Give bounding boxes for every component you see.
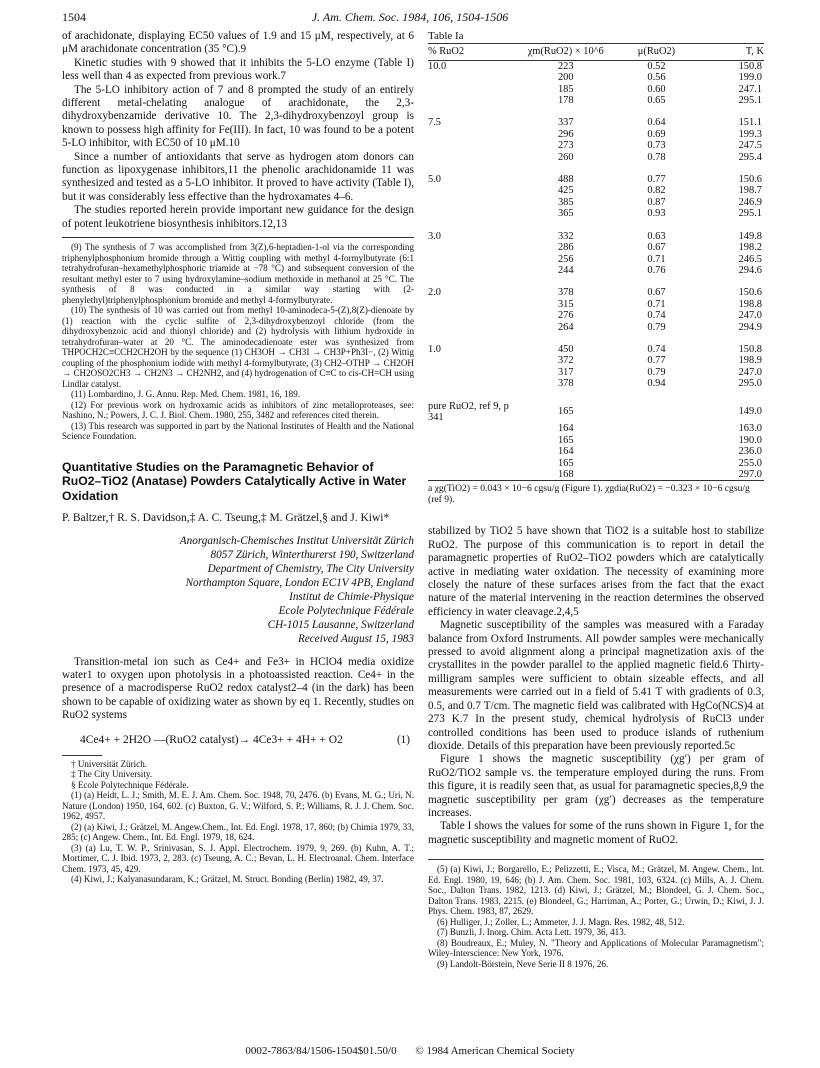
- chi-cell: 378: [557, 287, 574, 299]
- chi-cell: 165: [557, 406, 574, 418]
- chi-cell: 332: [557, 230, 574, 242]
- body-paragraph: Since a number of antioxidants that serve as hydrogen atom donors can function as lipoxygenase inhibitors,11 the phenolic arachidonamide 11 was synthesized and tested as a 5-LO inhibitor. It proved to have activity (Table I), but it was considerably less effective than the hydroxamates 4–6.: [62, 150, 414, 203]
- body-paragraph: of arachidonate, displaying EC50 values of 1.9 and 15 μM, respectively, at 6 μM arachidonate concentration (35 °C).9: [62, 30, 414, 56]
- footnote: (13) This research was supported in part by the National Institutes of Health and the National Science Foundation.: [62, 420, 414, 442]
- table-row: [428, 197, 764, 208]
- mu-cell: 0.52: [647, 60, 666, 72]
- temperature-cell: 247.0: [738, 366, 762, 378]
- notes-block: [62, 242, 414, 442]
- table-row: [428, 220, 764, 242]
- group-label-cell: 1.0: [428, 343, 441, 355]
- group-label-cell: 7.5: [428, 117, 441, 129]
- affiliations: [62, 534, 414, 646]
- mu-cell: 0.67: [647, 287, 666, 299]
- chi-cell: 200: [557, 72, 574, 84]
- chi-cell: 450: [557, 343, 574, 355]
- table-row: [428, 435, 764, 446]
- footnote: † Universität Zürich.: [71, 758, 148, 769]
- right-body: [428, 525, 764, 847]
- table-header-row: [428, 44, 764, 60]
- table-row: [428, 458, 764, 469]
- group-label-cell: 10.0: [428, 60, 447, 72]
- table-row: [428, 469, 764, 480]
- temperature-cell: 294.6: [738, 264, 762, 276]
- mu-cell: [616, 446, 697, 457]
- table-row: [428, 72, 764, 83]
- temperature-cell: 151.1: [738, 117, 762, 129]
- divider: [428, 859, 764, 860]
- reference: (2) (a) Kiwi, J.; Grätzel, M. Angew.Chem., Int. Ed. Engl. 1978, 17, 860; (b) Chimia 1979, 33, 285; (c) Angew. Chem., Int. Ed. Engl. 1979, 18, 624.: [62, 821, 414, 843]
- group-label-cell: [428, 322, 515, 333]
- chi-cell: 365: [557, 208, 574, 220]
- temperature-cell: 163.0: [738, 423, 762, 435]
- table-row: [428, 367, 764, 378]
- column-header: χm(RuO2) × 10^6: [515, 44, 616, 60]
- group-label-cell: [428, 254, 515, 265]
- footnote: ‡ The City University.: [71, 769, 153, 780]
- table-row: [428, 254, 764, 265]
- group-label-cell: [428, 355, 515, 366]
- group-label-cell: [428, 140, 515, 151]
- author-list: P. Baltzer,† R. S. Davidson,‡ A. C. Tseung,‡ M. Grätzel,§ and J. Kiwi*: [62, 512, 390, 525]
- temperature-cell: 199.3: [738, 128, 762, 140]
- table-row: [428, 163, 764, 185]
- temperature-cell: 246.5: [738, 253, 762, 265]
- table-row: [428, 152, 764, 163]
- mu-cell: [616, 423, 697, 434]
- table-row: [428, 84, 764, 95]
- temperature-cell: 190.0: [738, 434, 762, 446]
- table-row: [428, 333, 764, 355]
- reference: (8) Boudreaux, E.; Muley, N. "Theory and Applications of Molecular Paramagnetism"; Wiley-Interscience: New York, 1976.: [428, 937, 764, 959]
- mu-cell: 0.78: [647, 151, 666, 163]
- reference: (3) (a) Lu, T. W. P., Srinivasan, S. J. Appl. Electrochem. 1979, 9, 269. (b) Kuhn, A. T.; Mortimer, C. J. Ibid. 1973, 2, 283. (c) Tseung, A. C.; Bevan, L. H. Electroanal. Chem. Interface Chem. 1973, 45, 429.: [62, 842, 414, 874]
- mu-cell: 0.56: [647, 72, 666, 84]
- left-body: [62, 30, 414, 231]
- table-footnote: a χg(TiO2) = 0.043 × 10−6 cgsu/g (Figure 1). χgdia(RuO2) = −0.323 × 10−6 cgsu/g (ref 9).: [428, 480, 764, 505]
- table-row: [428, 106, 764, 128]
- table-row: [428, 276, 764, 298]
- body-paragraph: Kinetic studies with 9 showed that it inhibits the 5-LO enzyme (Table I) less well than 4 as expected from previous work.7: [62, 56, 414, 83]
- group-label-cell: [428, 72, 515, 83]
- table-row: [428, 60, 764, 72]
- temperature-cell: 247.5: [738, 140, 762, 152]
- mu-cell: [616, 435, 697, 446]
- affiliation-line: Institut de Chimie-Physique: [289, 590, 414, 603]
- chi-cell: 286: [557, 242, 574, 254]
- table-row: [428, 310, 764, 321]
- temperature-cell: 198.9: [738, 355, 762, 367]
- copyright: © 1984 American Chemical Society: [415, 1045, 575, 1057]
- temperature-cell: 295.1: [738, 208, 762, 220]
- chi-cell: 273: [557, 140, 574, 152]
- body-paragraph: Table I shows the values for some of the runs shown in Figure 1, for the magnetic susceptibility and magnetic moment of RuO2.: [428, 820, 764, 846]
- group-label-cell: [428, 265, 515, 276]
- chi-cell: 488: [557, 174, 574, 186]
- mu-cell: [616, 469, 697, 480]
- left-column: [62, 30, 414, 885]
- table-body: [428, 60, 764, 480]
- mu-cell: 0.79: [647, 366, 666, 378]
- column-header: μ(RuO2): [616, 44, 697, 60]
- reference: (9) Landolt-Börstein, Neve Serie II 8 1976, 26.: [437, 958, 609, 969]
- group-label-cell: [428, 242, 515, 253]
- affiliation-line: 8057 Zürich, Winterthurerst 190, Switzerland: [210, 548, 414, 561]
- temperature-cell: 246.9: [738, 196, 762, 208]
- chi-cell: 378: [557, 378, 574, 390]
- group-label-cell: [428, 310, 515, 321]
- reference: (4) Kiwi, J.; Kalyanasundaram, K.; Grätzel, M. Struct. Bonding (Berlin) 1982, 49, 37.: [71, 874, 384, 885]
- chi-cell: 244: [557, 264, 574, 276]
- footnote: § Ecole Polytechnique Fédérale.: [71, 779, 189, 790]
- affiliation-line: Department of Chemistry, The City University: [207, 562, 414, 575]
- chi-cell: 185: [557, 83, 574, 95]
- temperature-cell: 247.1: [738, 83, 762, 95]
- group-label-cell: [428, 152, 515, 163]
- chi-cell: 223: [557, 60, 574, 72]
- affiliation-line: Northampton Square, London EC1V 4PB, England: [185, 576, 414, 589]
- right-column: [428, 30, 764, 969]
- temperature-cell: 255.0: [738, 457, 762, 469]
- mu-cell: 0.69: [647, 128, 666, 140]
- temperature-cell: 150.8: [738, 60, 762, 72]
- column-header: T, K: [697, 44, 764, 60]
- mu-cell: 0.64: [647, 117, 666, 129]
- chi-cell: 337: [557, 117, 574, 129]
- chi-cell: 165: [557, 434, 574, 446]
- temperature-cell: 295.4: [738, 151, 762, 163]
- table-row: [428, 446, 764, 457]
- chi-cell: 385: [557, 196, 574, 208]
- table-row: [428, 423, 764, 434]
- temperature-cell: 247.0: [738, 310, 762, 322]
- temperature-cell: 295.1: [738, 95, 762, 107]
- affiliation-line: CH-1015 Lausanne, Switzerland: [267, 618, 414, 631]
- mu-cell: 0.82: [647, 185, 666, 197]
- chi-cell: 260: [557, 151, 574, 163]
- mu-cell: 0.77: [647, 174, 666, 186]
- page-number: 1504: [62, 10, 86, 24]
- table-row: [428, 95, 764, 106]
- article-code: 0002-7863/84/1506-1504$01.50/0: [245, 1045, 397, 1057]
- group-label-cell: [428, 435, 515, 446]
- table-row: [428, 299, 764, 310]
- affiliation-notes: [62, 759, 414, 885]
- group-label-cell: [428, 367, 515, 378]
- body-paragraph: Figure 1 shows the magnetic susceptibility (χg′) per gram of RuO2/TiO2 sample vs. the temperature employed during the runs. From this figure, it is readily seen that, as usual for paramagnetic species,8,9 the magnetic susceptibility per gram (χg′) decreases as the temperature increases.: [428, 753, 764, 819]
- temperature-cell: 198.8: [738, 298, 762, 310]
- table-row: [428, 129, 764, 140]
- chi-cell: 178: [557, 95, 574, 107]
- group-label-cell: 2.0: [428, 287, 441, 299]
- group-label-cell: [428, 95, 515, 106]
- reference: (7) Bunzli, J. Inorg. Chim. Acta Lett. 1979, 36, 413.: [437, 927, 627, 938]
- table-row: [428, 208, 764, 219]
- chi-cell: 296: [557, 128, 574, 140]
- references-block: [428, 864, 764, 969]
- mu-cell: 0.74: [647, 343, 666, 355]
- chi-cell: 315: [557, 298, 574, 310]
- equation-text: 4Ce4+ + 2H2O —(RuO2 catalyst)→ 4Ce3+ + 4H+ + O2: [80, 733, 343, 746]
- temperature-cell: 294.9: [738, 321, 762, 333]
- chi-cell: 425: [557, 185, 574, 197]
- temperature-cell: 149.8: [738, 230, 762, 242]
- chi-cell: 164: [557, 423, 574, 435]
- group-label-cell: 3.0: [428, 230, 441, 242]
- group-label-cell: [428, 129, 515, 140]
- chi-cell: 164: [557, 446, 574, 458]
- column-header: % RuO2: [428, 44, 515, 60]
- temperature-cell: 199.0: [738, 72, 762, 84]
- mu-cell: 0.94: [647, 378, 666, 390]
- mu-cell: 0.71: [647, 298, 666, 310]
- group-label-cell: pure RuO2, ref 9, p 341: [428, 400, 509, 423]
- table-label: Table Ia: [428, 30, 464, 42]
- table-row: [428, 355, 764, 366]
- table-row: [428, 242, 764, 253]
- group-label-cell: [428, 469, 515, 480]
- mu-cell: 0.79: [647, 321, 666, 333]
- page-footer: [0, 1045, 820, 1057]
- group-label-cell: [428, 84, 515, 95]
- group-label-cell: [428, 446, 515, 457]
- mu-cell: 0.87: [647, 196, 666, 208]
- equation: [62, 729, 414, 749]
- group-label-cell: [428, 208, 515, 219]
- mu-cell: 0.63: [647, 230, 666, 242]
- body-paragraph: The 5-LO inhibitory action of 7 and 8 prompted the study of an entirely different metal-chelating analogue of arachidonate, the 2,3-dihydroxybenzamide derivative 10. The 2,3-dihydroxybenzoyl group is known to possess high affinity for Fe(III). In fact, 10 was found to be a potent 5-LO inhibitor, with EC50 of 10 μM.10: [62, 83, 414, 150]
- data-table: [428, 43, 764, 480]
- mu-cell: 0.60: [647, 83, 666, 95]
- equation-number: (1): [396, 733, 410, 746]
- temperature-cell: 150.6: [738, 174, 762, 186]
- body-paragraph: Magnetic susceptibility of the samples was measured with a Faraday balance from Oxford Instruments. All powder samples were mechanically pressed to avoid alignment along a principal magnetization axis of the crystallites in the powder parallel to the applied magnetic field.6 Thirty-milligram samples were sufficient to obtain sizeable effects, and all measurements were carried out in a field of 5.41 T with gradients of 0.3, 0.5, and 0.7 T/cm. The magnetic field was calibrated with HgCo(NCS)4 at 273 K.7 In the present study, chemical hydrolysis of RuCl3 under controlled conditions has been used to produce islands of ruthenium dioxide. Details of this preparation have been previously reported.5c: [428, 619, 764, 752]
- mu-cell: 0.77: [647, 355, 666, 367]
- temperature-cell: 149.0: [738, 406, 762, 418]
- group-label-cell: [428, 299, 515, 310]
- mu-cell: 0.74: [647, 310, 666, 322]
- chi-cell: 372: [557, 355, 574, 367]
- reference: (5) (a) Kiwi, J.; Borgarello, E.; Pelizzetti, E.; Visca, M.; Grätzel, M. Angew. Chem., Int. Ed. Engl. 1980, 19, 646; (b) J. Am. Chem. Soc. 1981, 103, 6324. (c) Mills, A. J. Chem. Soc., Dalton Trans. 1982, 1213. (d) Kiwi, J.; Grätzel, M.; Blondeel, G. J. Chem. Soc., Dalton Trans. 1983, 2215. (e) Blondeel, G.; Harriman, A.; Porter, G.; Urwin, D.; Kiwi, J. J. Phys. Chem. 1983, 87, 2629.: [428, 864, 764, 917]
- table-row: [428, 140, 764, 151]
- received-date: Received August 15, 1983: [298, 632, 414, 645]
- affiliation-line: Ecole Polytechnique Fédérale: [278, 604, 414, 617]
- body-paragraph: stabilized by TiO2 5 have shown that TiO2 is a suitable host to stabilize RuO2. The purpose of this communication is to report in detail the paramagnetic properties of RuO2–TiO2 powders which are catalytically active in mediating water oxidation. The necessity of examining more closely the nature of these surfaces arises from the fact that the exact nature of the material intervening in the reaction determines the observed efficiency in water cleavage.2,4,5: [428, 525, 764, 618]
- temperature-cell: 198.7: [738, 185, 762, 197]
- mu-cell: 0.93: [647, 208, 666, 220]
- temperature-cell: 150.6: [738, 287, 762, 299]
- temperature-cell: 150.8: [738, 343, 762, 355]
- group-label-cell: [428, 423, 515, 434]
- table-row: [428, 265, 764, 276]
- footnote: (10) The synthesis of 10 was carried out from methyl 10-aminodeca-5-(Z),8(Z)-dienoate by (1) reaction with the cyclic sulfite of 2,3-dihydroxybenzoyl chloride (from the dihydroxybenzoic acid and thionyl chloride) and (2) hydrolysis with lithium hydroxide in tetrahydrofuran–water at 20 °C. The aminodecadienoate ester was synthesized from THPOCH2C≡CCH2CH2OH by the sequence (1) CH3OH → CH3I → CH3P+Ph3I−, (2) Wittig coupling of the phosphonium iodide with methyl 4-formylbutyrate, (3) CH2–OTHP → CH2OH → CH2OSO2CH3 → CH2N3 → CH2NH2, and (4) hydrogenation of C≡C to cis-CH=CH using Lindlar catalyst.: [62, 305, 414, 389]
- chi-cell: 168: [557, 469, 574, 480]
- temperature-cell: 297.0: [738, 469, 762, 480]
- intro-paragraph: Transition-metal ion such as Ce4+ and Fe3+ in HClO4 media oxidize water1 to oxygen upon photolysis in a photoassisted reaction. Ce4+ in the presence of a macrodisperse RuO2 redox catalyst2–4 (in the dark) has been shown to be capable of oxidizing water as shown by eq 1. Recently, studies on RuO2 systems: [62, 655, 414, 722]
- mu-cell: 0.73: [647, 140, 666, 152]
- affiliation-line: Anorganisch-Chemisches Institut Universität Zürich: [179, 534, 414, 547]
- mu-cell: 0.65: [647, 95, 666, 107]
- divider: [62, 755, 102, 756]
- chi-cell: 256: [557, 253, 574, 265]
- table-row: [428, 378, 764, 389]
- table-row: [428, 390, 764, 424]
- mu-cell: [616, 458, 697, 469]
- mu-cell: 0.76: [647, 264, 666, 276]
- footnote: (11) Lombardino, J. G. Annu. Rep. Med. Chem. 1981, 16, 189.: [71, 389, 301, 400]
- article-title: Quantitative Studies on the Paramagnetic Behavior of RuO2–TiO2 (Anatase) Powders Catalytically Active in Water Oxidation: [62, 459, 407, 503]
- mu-cell: [616, 390, 697, 424]
- reference: (6) Hulliger, J.; Zoller, L.; Ammeter, J. J. Magn. Res. 1982, 48, 512.: [437, 916, 685, 927]
- group-label-cell: [428, 458, 515, 469]
- chi-cell: 317: [557, 366, 574, 378]
- footnote: (9) The synthesis of 7 was accomplished from 3(Z),6-heptadien-1-ol via the corresponding triphenylphosphonium bromide through a Wittig coupling with methyl 4-formylbutyrate (6:1 tetrahydrofuran–hexamethylphosphoric triamide at −78 °C) and subsequent conversion of the resultant methyl ester to 7 using hydroxylamine–sodium methoxide in methanol at 25 °C. The synthesis of 8 was conducted in a similar way starting with (2-phenylethyl)triphenylphosphonium bromide and methyl 4-formylbutyrate.: [62, 242, 414, 305]
- body-paragraph: The studies reported herein provide important new guidance for the design of potent leukotriene biosynthesis inhibitors.12,13: [62, 204, 414, 230]
- temperature-cell: 295.0: [738, 378, 762, 390]
- chi-cell: 264: [557, 321, 574, 333]
- temperature-cell: 236.0: [738, 446, 762, 458]
- chi-cell: 165: [557, 457, 574, 469]
- mu-cell: 0.67: [647, 242, 666, 254]
- divider: [62, 237, 414, 238]
- temperature-cell: 198.2: [738, 242, 762, 254]
- mu-cell: 0.71: [647, 253, 666, 265]
- group-label-cell: [428, 185, 515, 196]
- table-row: [428, 322, 764, 333]
- footnote: (12) For previous work on hydroxamic acids as inhibitors of zinc metalloproteases, see: Nashino, N.; Powers, J. C. J. Biol. Chem. 1980, 255, 3482 and references cited therein.: [62, 399, 414, 421]
- group-label-cell: 5.0: [428, 174, 441, 186]
- group-label-cell: [428, 197, 515, 208]
- table-row: [428, 185, 764, 196]
- group-label-cell: [428, 378, 515, 389]
- reference: (1) (a) Heidt, L. J.; Smith, M. E. J. Am. Chem. Soc. 1948, 70, 2476. (b) Evans, M. G.; Uri, N. Nature (London) 1950, 164, 602. (c) Buxton, G. V.; Wilford, S. P.; Williams, R. J. J. Chem. Soc. 1962, 4957.: [62, 790, 414, 822]
- chi-cell: 276: [557, 310, 574, 322]
- journal-header: J. Am. Chem. Soc. 1984, 106, 1504-1506: [311, 10, 509, 24]
